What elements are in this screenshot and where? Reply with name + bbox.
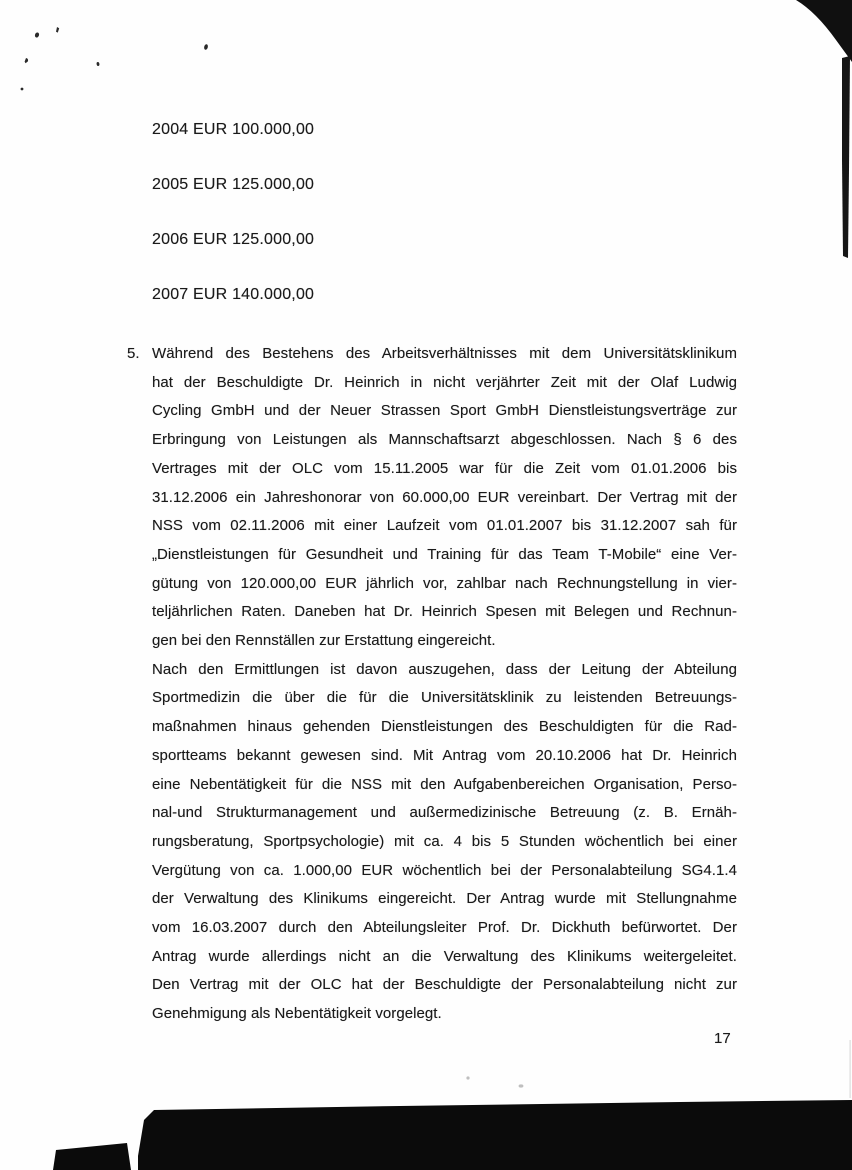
text-line: teljährlichen Raten. Daneben hat Dr. Heinrich Spesen mit Belegen und Rechnun- — [152, 603, 737, 621]
paragraph-investigation — [152, 656, 737, 1029]
bottom-scan-band — [138, 1100, 852, 1170]
text-line: maßnahmen hinaus gehenden Dienstleistungen des Beschuldigten für die Rad- — [152, 718, 737, 736]
text-line: Vergütung von ca. 1.000,00 EUR wöchentlich bei der Personalabteilung SG4.1.4 — [152, 861, 737, 879]
text-line: „Dienstleistungen für Gesundheit und Training für das Team T-Mobile“ eine Ver- — [152, 545, 737, 563]
text-line: gen bei den Rennställen zur Erstattung eingereicht. — [152, 632, 496, 650]
text-line: rungsberatung, Sportpsychologie) mit ca. 4 bis 5 Stunden wöchentlich bei einer — [152, 832, 737, 850]
bottom-left-blob — [53, 1143, 131, 1170]
edge-streak-right — [842, 56, 850, 258]
list-item-5 — [127, 340, 737, 1029]
text-line: hat der Beschuldigte Dr. Heinrich in nicht verjährter Zeit mit der Olaf Ludwig — [152, 373, 737, 391]
faint-specks — [466, 1040, 850, 1098]
text-line: vom 16.03.2007 durch den Abteilungsleiter Prof. Dr. Dickhuth befürwortet. Der — [152, 919, 737, 937]
text-line: Den Vertrag mit der OLC hat der Beschuldigte der Personalabteilung nicht zur — [152, 976, 737, 994]
honorarium-list — [152, 121, 314, 341]
text-line: Cycling GmbH und der Neuer Strassen Sport GmbH Dienstleistungsverträge zur — [152, 402, 737, 420]
text-line: Während des Bestehens des Arbeitsverhältnisses mit dem Universitätsklinikum — [152, 345, 737, 362]
corner-shadow-top-right — [796, 0, 852, 62]
text-line: gütung von 120.000,00 EUR jährlich vor, zahlbar nach Rechnungstellung in vier- — [152, 574, 737, 592]
text-line: Erbringung von Leistungen als Mannschaftsarzt abgeschlossen. Nach § 6 des — [152, 431, 737, 449]
page-number: 17 — [714, 1030, 731, 1047]
paragraph-contracts — [152, 340, 737, 656]
text-line: sportteams bekannt gewesen sind. Mit Antrag vom 20.10.2006 hat Dr. Heinrich — [152, 746, 737, 764]
honorarium-line: 2007 EUR 140.000,00 — [152, 286, 315, 303]
list-item-body — [152, 340, 737, 1029]
honorarium-line: 2005 EUR 125.000,00 — [152, 176, 315, 193]
honorarium-line: 2006 EUR 125.000,00 — [152, 231, 315, 248]
text-line: NSS vom 02.11.2006 mit einer Laufzeit vom 01.01.2007 bis 31.12.2007 sah für — [152, 517, 737, 535]
honorarium-line: 2004 EUR 100.000,00 — [152, 121, 315, 138]
speckle-marks — [21, 27, 209, 90]
text-line: der Verwaltung des Klinikums eingereicht. Der Antrag wurde mit Stellungnahme — [152, 890, 737, 908]
text-line: Genehmigung als Nebentätigkeit vorgelegt. — [152, 1005, 442, 1023]
text-line: Nach den Ermittlungen ist davon auszugehen, dass der Leitung der Abteilung — [152, 660, 737, 678]
text-line: Sportmedizin die über die für die Universitätsklinik zu leistenden Betreuungs- — [152, 689, 737, 707]
text-line: 31.12.2006 ein Jahreshonorar von 60.000,00 EUR vereinbart. Der Vertrag mit der — [152, 488, 737, 506]
text-line: Vertrages mit der OLC vom 15.11.2005 war für die Zeit vom 01.01.2006 bis — [152, 459, 737, 477]
text-line: Antrag wurde allerdings nicht an die Verwaltung des Klinikums weitergeleitet. — [152, 947, 737, 965]
text-line: nal-und Strukturmanagement und außermedizinische Betreuung (z. B. Ernäh- — [152, 804, 737, 822]
list-item-number: 5. — [127, 345, 140, 362]
text-line: eine Nebentätigkeit für die NSS mit den Aufgabenbereichen Organisation, Perso- — [152, 775, 737, 793]
